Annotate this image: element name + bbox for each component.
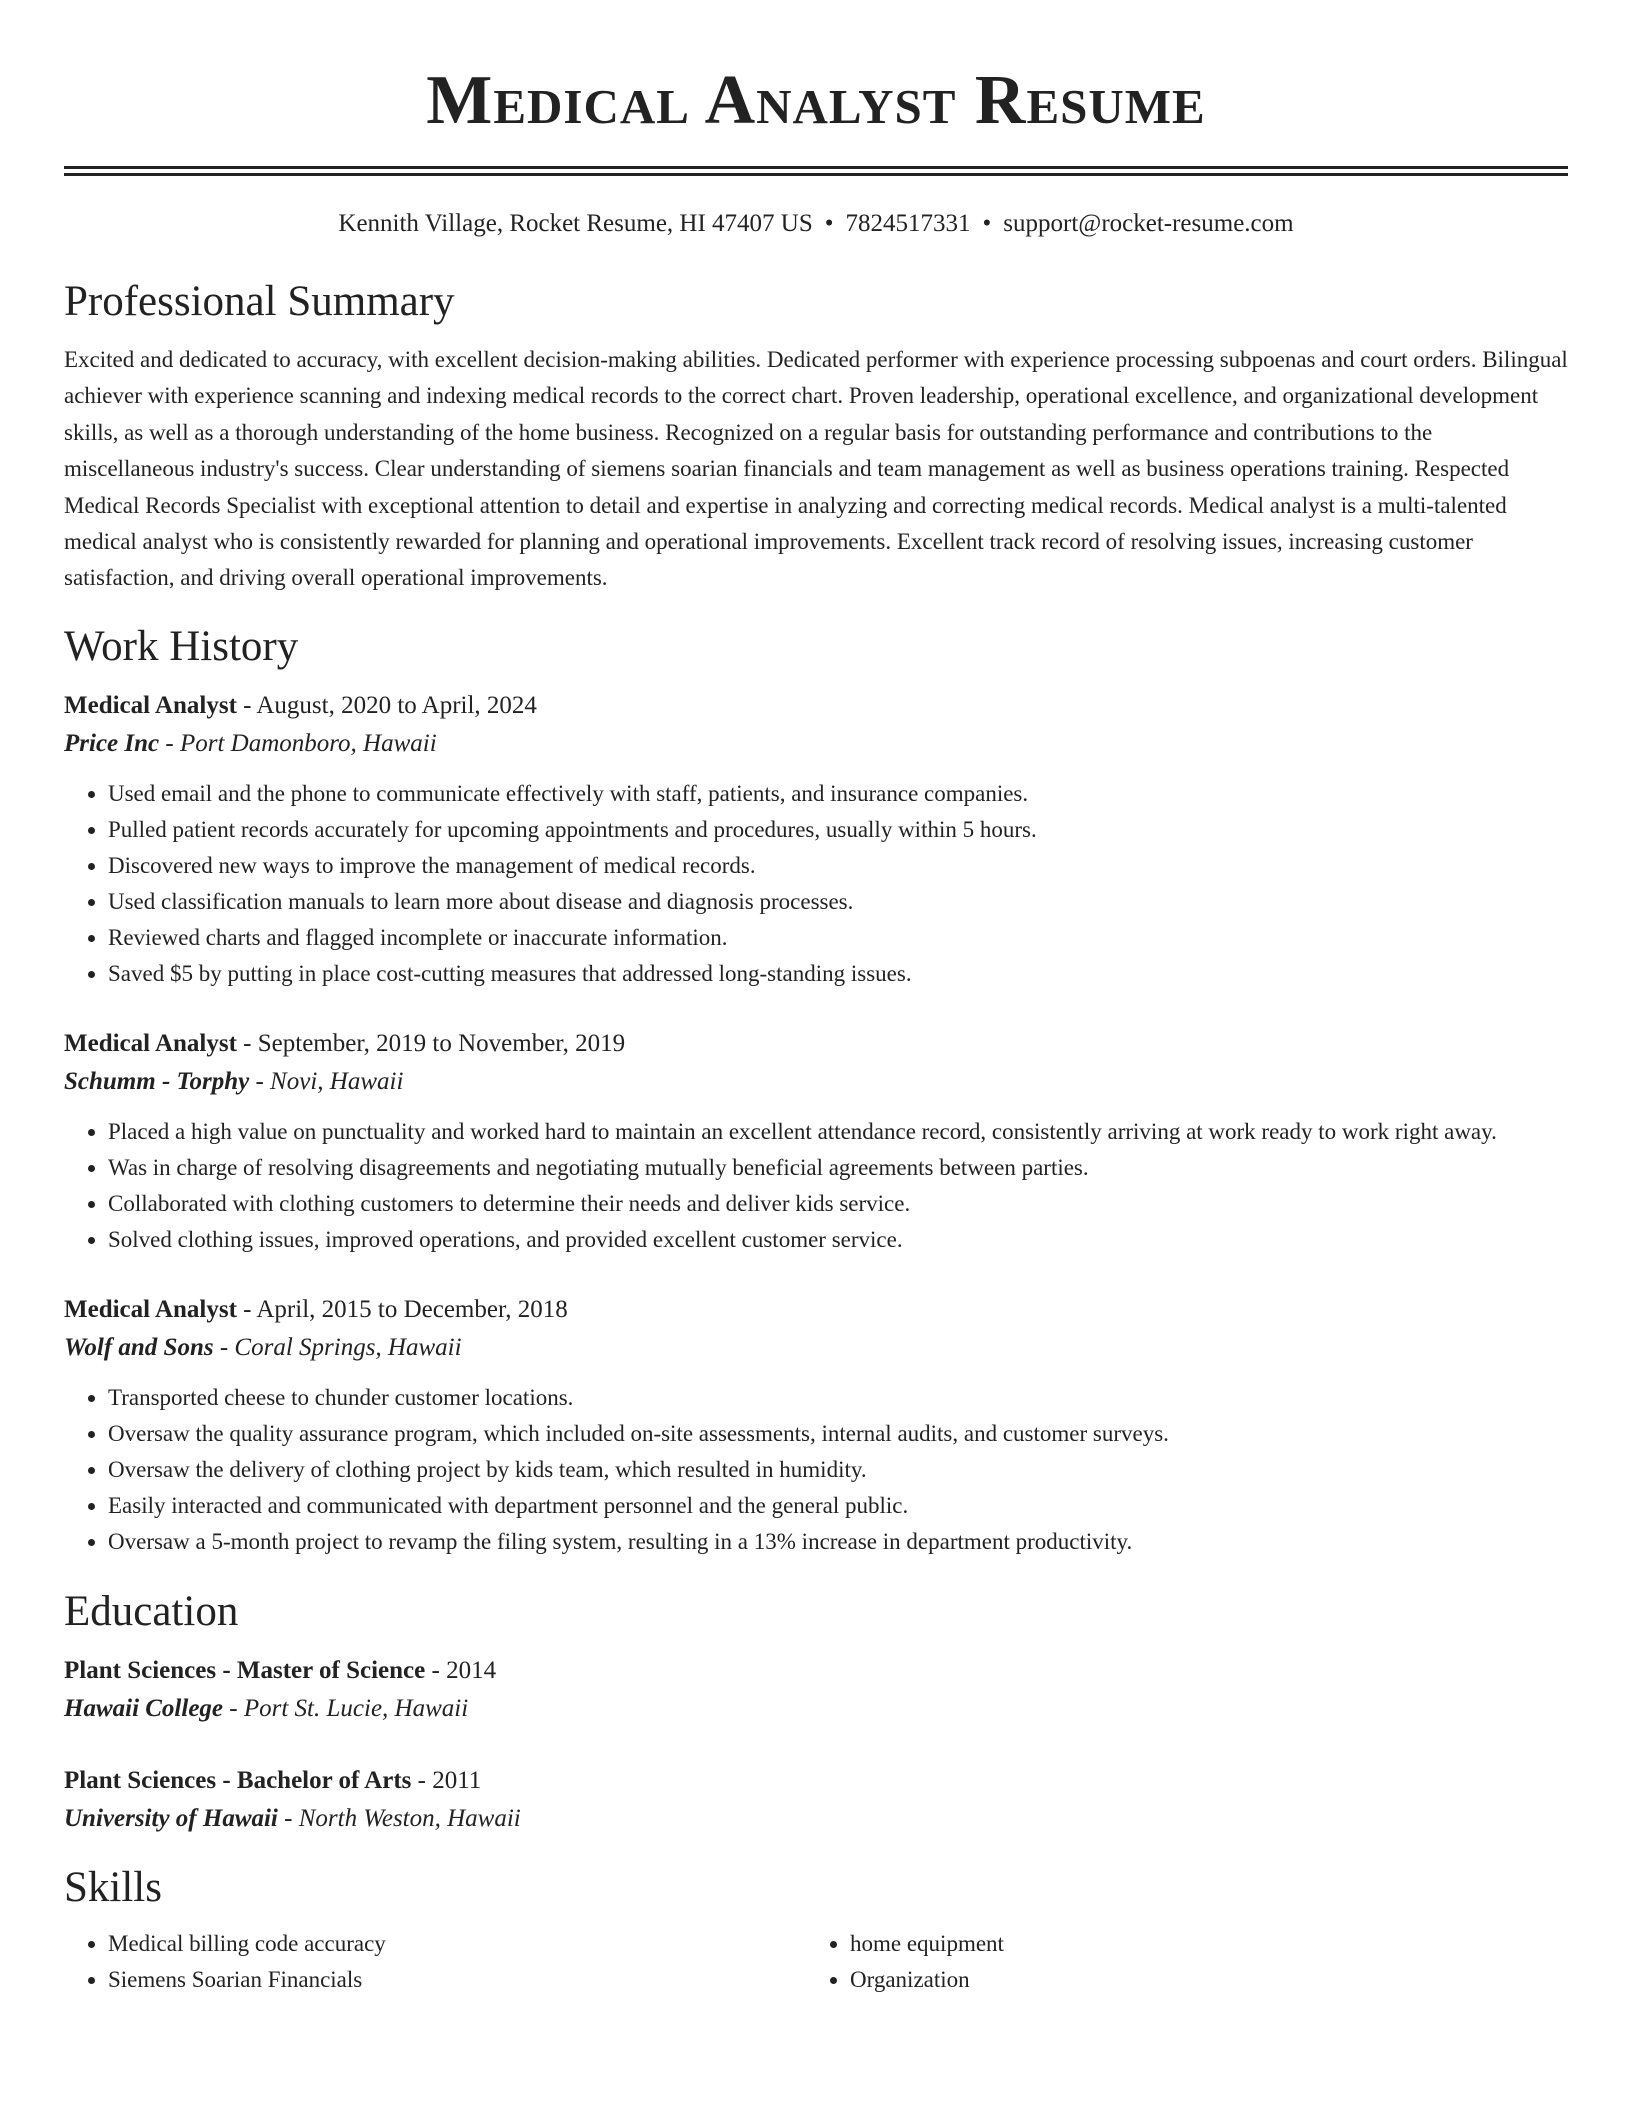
list-item: • Oversaw the quality assurance program, which included on-site assessments, internal audits, and customer surveys. (108, 1416, 1568, 1452)
skill-item: • home equipment (850, 1926, 1548, 1962)
education-year: - 2011 (411, 1766, 482, 1794)
education-degree-line (64, 1652, 1568, 1690)
list-item: • Oversaw a 5-month project to revamp the filing system, resulting in a 13% increase in department productivity. (108, 1524, 1568, 1560)
job-company-line (64, 1063, 1568, 1101)
job-bullets (64, 1380, 1568, 1560)
job-title-line (64, 1025, 1568, 1063)
job-dates: - August, 2020 to April, 2024 (236, 691, 537, 719)
job-company-line (64, 1329, 1568, 1367)
job-location: - Coral Springs, Hawaii (213, 1333, 462, 1361)
skills-list (64, 1926, 1568, 1998)
contact-separator: • (824, 210, 834, 237)
education-school-line (64, 1690, 1568, 1728)
job-title: Medical Analyst (64, 691, 237, 719)
list-item: • Saved $5 by putting in place cost-cutting measures that addressed long-standing issues. (108, 956, 1568, 992)
list-item: • Easily interacted and communicated with department personnel and the general public. (108, 1488, 1568, 1524)
education-school: Hawaii College (64, 1694, 224, 1722)
education-location: - Port St. Lucie, Hawaii (223, 1694, 469, 1722)
section-heading-summary: Professional Summary (64, 278, 455, 325)
list-item: • Pulled patient records accurately for upcoming appointments and procedures, usually within 5 hours. (108, 812, 1568, 848)
job-location: - Novi, Hawaii (249, 1067, 404, 1095)
job-company: Price Inc (64, 729, 160, 757)
job-entry (64, 687, 1568, 992)
contact-phone: 7824517331 (845, 210, 971, 237)
list-item: • Used email and the phone to communicate effectively with staff, patients, and insurance companies. (108, 776, 1568, 812)
section-heading-skills: Skills (64, 1863, 162, 1911)
resume-title: Medical Analyst Resume (426, 62, 1206, 139)
job-title: Medical Analyst (64, 1029, 237, 1057)
education-entry (64, 1762, 1568, 1838)
job-company: Schumm - Torphy (64, 1067, 250, 1095)
job-location: - Port Damonboro, Hawaii (159, 729, 437, 757)
education-degree: Plant Sciences - Bachelor of Arts (64, 1766, 412, 1794)
list-item: • Discovered new ways to improve the management of medical records. (108, 848, 1568, 884)
list-item: • Oversaw the delivery of clothing project by kids team, which resulted in humidity. (108, 1452, 1568, 1488)
skills-column-left (64, 1926, 806, 1998)
job-entry (64, 1291, 1568, 1560)
job-bullets (64, 1114, 1568, 1258)
contact-separator: • (982, 210, 992, 237)
title-double-rule (64, 166, 1568, 176)
section-heading-education: Education (64, 1587, 239, 1635)
job-title-line (64, 1291, 1568, 1329)
contact-address: Kennith Village, Rocket Resume, HI 47407 US (338, 210, 813, 237)
job-dates: - April, 2015 to December, 2018 (236, 1295, 568, 1323)
education-degree-line (64, 1762, 1568, 1800)
skill-item: • Siemens Soarian Financials (108, 1962, 806, 1998)
list-item: • Transported cheese to chunder customer locations. (108, 1380, 1568, 1416)
section-heading-work-history: Work History (64, 622, 299, 670)
education-location: - North Weston, Hawaii (277, 1804, 521, 1832)
education-entry (64, 1652, 1568, 1728)
education-school: University of Hawaii (64, 1804, 278, 1832)
contact-email: support@rocket-resume.com (1003, 210, 1294, 237)
job-title-line (64, 687, 1568, 725)
summary-text: Excited and dedicated to accuracy, with excellent decision-making abilities. Dedicated performer with experience processing subpoenas and court orders. Bilingual achiever with experience scanning and indexing medical records to the correct chart. Proven leadership, operational excellence, and organizational development skills, as well as a thorough understanding of the home business. Recognized on a regular basis for outstanding performance and contributions to the miscellaneous industry's success. Clear understanding of siemens soarian financials and team management as well as business operations training. Respected Medical Records Specialist with exceptional attention to detail and expertise in analyzing and correcting medical records. Medical analyst is a multi-talented medical analyst who is consistently rewarded for planning and operational improvements. Excellent track record of resolving issues, increasing customer satisfaction, and driving overall operational improvements. (64, 347, 1568, 591)
skills-column-right (806, 1926, 1548, 1998)
job-dates: - September, 2019 to November, 2019 (236, 1029, 626, 1057)
job-company-line (64, 725, 1568, 763)
list-item: • Solved clothing issues, improved operations, and provided excellent customer service. (108, 1222, 1568, 1258)
list-item: • Reviewed charts and flagged incomplete or inaccurate information. (108, 920, 1568, 956)
list-item: • Was in charge of resolving disagreements and negotiating mutually beneficial agreements between parties. (108, 1150, 1568, 1186)
list-item: • Placed a high value on punctuality and worked hard to maintain an excellent attendance record, consistently arriving at work ready to work right away. (108, 1114, 1568, 1150)
job-bullets (64, 776, 1568, 992)
skill-item: • Organization (850, 1962, 1548, 1998)
contact-line (64, 208, 1568, 240)
skill-item: • Medical billing code accuracy (108, 1926, 806, 1962)
job-company: Wolf and Sons (64, 1333, 214, 1361)
job-entry (64, 1025, 1568, 1258)
job-title: Medical Analyst (64, 1295, 237, 1323)
education-degree: Plant Sciences - Master of Science (64, 1656, 426, 1684)
education-school-line (64, 1800, 1568, 1838)
list-item: • Used classification manuals to learn more about disease and diagnosis processes. (108, 884, 1568, 920)
list-item: • Collaborated with clothing customers to determine their needs and deliver kids service. (108, 1186, 1568, 1222)
education-year: - 2014 (425, 1656, 497, 1684)
